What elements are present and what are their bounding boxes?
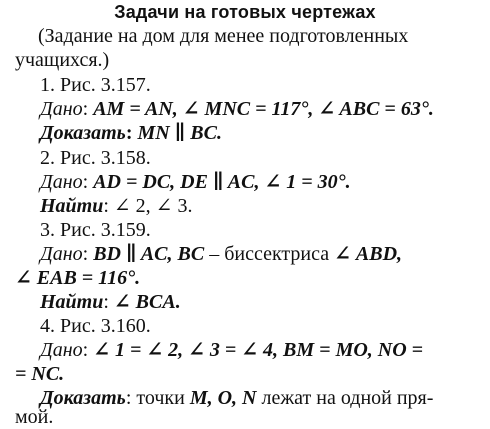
given-label: Дано [40, 98, 83, 120]
given-text-line2: = NC. [15, 363, 65, 385]
given-text-pre: BD ∥ AC, BC [93, 243, 205, 265]
problem-4-task-cont: мой. [15, 406, 54, 428]
page-title: Задачи на готовых чертежах [114, 2, 376, 22]
given-text-mid: – биссектриса [204, 243, 335, 265]
problem-1-ref: 1. Рис. 3.157. [40, 74, 151, 96]
task-label: Доказать [40, 122, 126, 144]
colon: : [82, 171, 94, 193]
colon: : [82, 339, 94, 361]
given-text-line1: ∠ 1 = ∠ 2, ∠ 3 = ∠ 4, BM = MO, NO = [93, 339, 424, 361]
problem-3-given-cont [15, 266, 140, 290]
given-label: Дано [40, 171, 83, 193]
given-text-post: ∠ ABD, [334, 243, 403, 265]
given-text: AM = AN, ∠ MNC = 117°, ∠ ABC = 63°. [93, 98, 434, 120]
task-label: Найти [40, 291, 104, 313]
colon: : [125, 387, 137, 409]
colon: : [82, 243, 94, 265]
colon: : [125, 122, 138, 144]
task-text-points: M, O, N [189, 387, 257, 409]
colon: : [103, 291, 114, 313]
given-label: Дано [40, 243, 83, 265]
task-text: MN ∥ BC. [137, 122, 222, 144]
problem-3-given [40, 242, 402, 266]
task-label: Доказать [40, 387, 126, 409]
colon: : [103, 195, 114, 217]
colon: : [82, 98, 94, 120]
problem-4-given-cont [15, 362, 64, 386]
problem-2-given [40, 170, 351, 194]
problem-1-given [40, 97, 434, 121]
problem-3-ref: 3. Рис. 3.159. [40, 219, 151, 241]
problem-2-ref: 2. Рис. 3.158. [40, 147, 151, 169]
problem-3-task [40, 290, 181, 314]
problem-1-task [40, 121, 222, 145]
problem-4-given [40, 338, 423, 362]
task-text: ∠ 2, ∠ 3. [113, 195, 193, 217]
task-text-post: лежат на одной пря- [256, 387, 434, 409]
task-label: Найти [40, 195, 104, 217]
problem-2-task [40, 194, 192, 218]
given-text-line2: ∠ EAB = 116°. [15, 267, 141, 289]
given-text: AD = DC, DE ∥ AC, ∠ 1 = 30°. [93, 171, 351, 193]
intro-line-1: (Задание на дом для менее подготовленных [38, 25, 409, 47]
problem-4-ref: 4. Рис. 3.160. [40, 315, 151, 337]
task-text-pre: точки [136, 387, 190, 409]
given-label: Дано [40, 339, 83, 361]
task-text: ∠ BCA. [113, 291, 181, 313]
intro-line-2: учащихся.) [15, 49, 110, 71]
problem-4-task [40, 386, 433, 410]
